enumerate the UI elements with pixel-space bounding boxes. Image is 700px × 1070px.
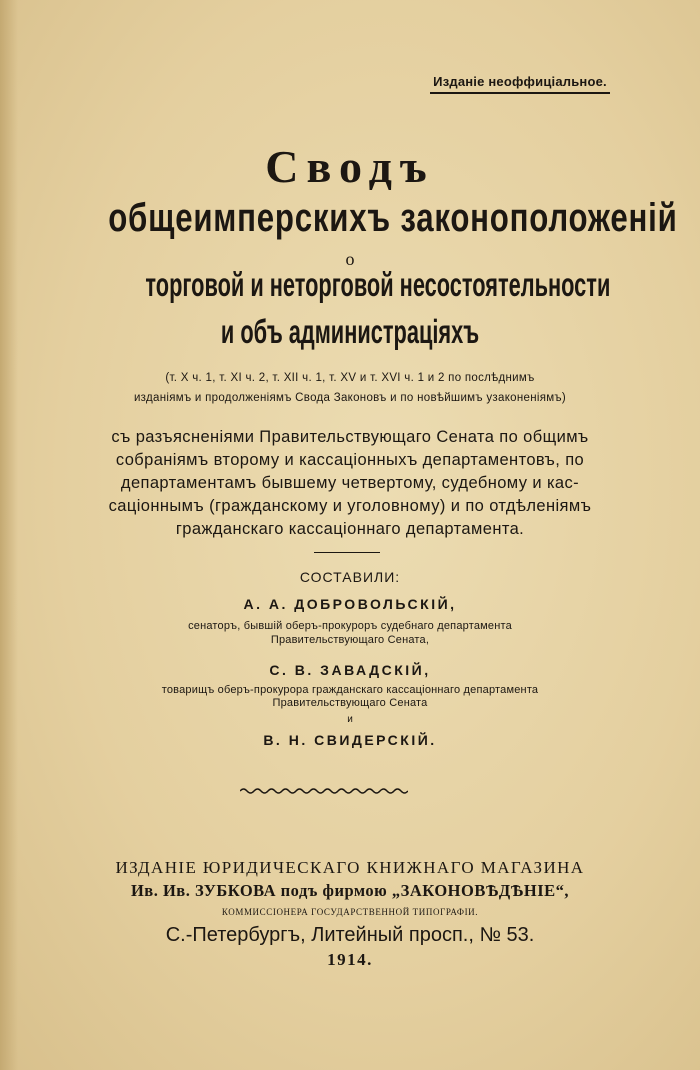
binding-gutter — [0, 0, 18, 1070]
title-line-4: торговой и неторговой несостоятельности — [145, 266, 611, 303]
description-line: департаментамъ бывшему четвертому, судебному и кас- — [120, 474, 580, 492]
author-1-role-line-2: Правительствующаго Сената, — [270, 634, 430, 646]
compilers-heading: СОСТАВИЛИ: — [299, 569, 401, 585]
publisher-address: С.-Петербургъ, Литейный просп., № 53. — [165, 924, 535, 946]
description-line: съ разъясненіями Правительствующаго Сената по общимъ — [111, 428, 589, 446]
publisher-line-3: КОММИССІОНЕРА ГОСУДАРСТВЕННОЙ ТИПОГРАФІИ. — [221, 907, 479, 917]
description-line: гражданскаго кассаціоннаго департамента. — [175, 520, 525, 538]
description-line: собраніямъ второму и кассаціонныхъ департаментовъ, по — [115, 451, 585, 469]
conjunction: и — [347, 714, 353, 725]
publisher-line-2: Ив. Ив. ЗУБКОВА подъ фирмою „ЗАКОНОВѢДѢНІЕ“, — [130, 881, 570, 900]
divider-rule — [314, 552, 380, 553]
title-line-1: Сводъ — [265, 141, 435, 192]
sources-line-2: изданіямъ и продолженіямъ Свода Законовъ и по новѣйшимъ узаконеніямъ) — [133, 392, 567, 404]
title-line-3: о — [345, 249, 355, 269]
author-2-role-line-2: Правительствующаго Сената — [272, 697, 428, 709]
author-1-role-line-1: сенаторъ, бывшій оберъ-прокуроръ судебнаго департамента — [188, 620, 512, 632]
publication-year: 1914. — [327, 950, 373, 969]
author-2-role-line-1: товарищъ оберъ-прокурора гражданскаго кассаціоннаго департамента — [161, 684, 539, 696]
description-line: саціоннымъ (гражданскому и уголовному) и по отдѣленіямъ — [108, 497, 592, 515]
author-name-1: А. А. ДОБРОВОЛЬСКІЙ, — [243, 596, 457, 612]
edition-note: Изданіе неоффиціальное. — [433, 74, 607, 89]
sources-line-1: (т. X ч. 1, т. XI ч. 2, т. XII ч. 1, т. XV и т. XVI ч. 1 и 2 по послѣднимъ — [165, 372, 535, 384]
title-line-5: и объ администраціяхъ — [220, 313, 480, 350]
ornament-divider-icon — [240, 787, 408, 795]
publisher-line-1: ИЗДАНІЕ ЮРИДИЧЕСКАГО КНИЖНАГО МАГАЗИНА — [115, 858, 585, 877]
author-name-3: В. Н. СВИДЕРСКІЙ. — [263, 732, 437, 748]
title-line-2: общеимперскихъ законоположеній — [108, 196, 678, 240]
edition-note-box — [430, 74, 610, 94]
author-name-2: С. В. ЗАВАДСКІЙ, — [269, 662, 431, 678]
